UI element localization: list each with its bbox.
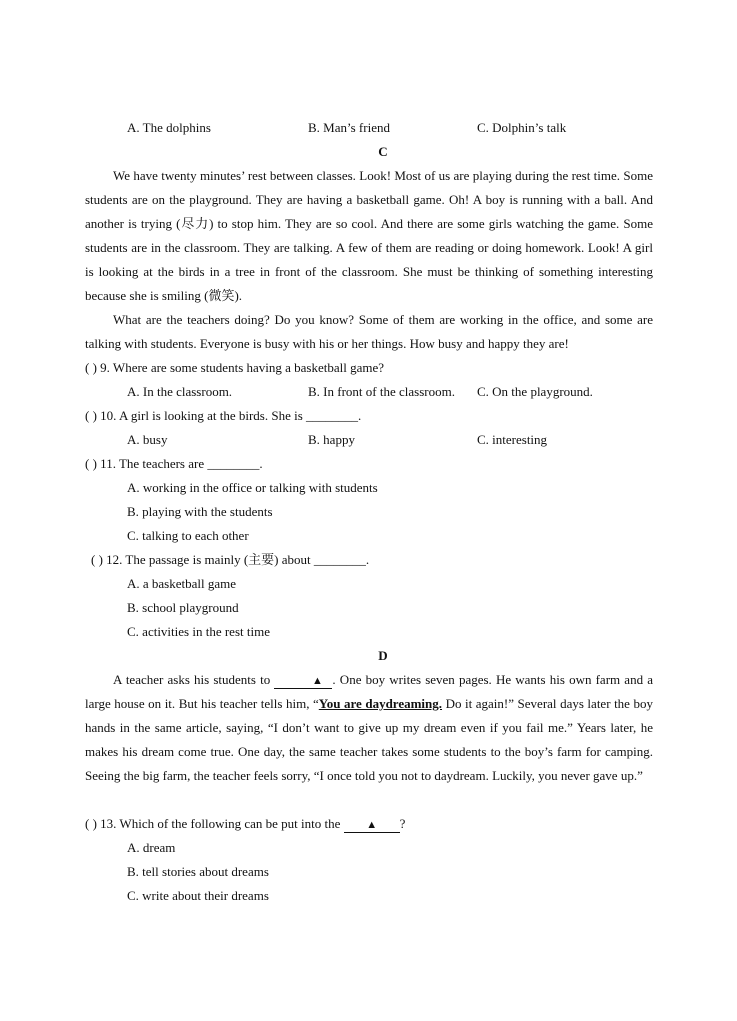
q12-question [91,552,369,568]
q10-option-b: B. happy [308,432,355,447]
triangle-marker: ▲ [311,675,323,687]
question-stem: 12. The passage is mainly (主要) about [106,552,311,567]
answer-paren[interactable]: ( ) [91,552,103,567]
q11-option-a: A. working in the office or talking with students [127,480,378,495]
q8-option-b: B. Man’s friend [308,120,390,135]
question-stem: 13. Which of the following can be put into the [100,816,341,831]
paragraph-start: A teacher asks his students to [113,672,271,687]
question-end: . [365,552,370,567]
paragraph-middle: . One boy writes seven pages. He wants his own farm and a large house on it. But his teacher tells him, “ [85,672,653,711]
q8-option-a: A. The dolphins [127,120,211,135]
q12-option-b: B. school playground [127,600,239,615]
q13-option-a: A. dream [127,840,176,855]
q9-option-a: A. In the classroom. [127,384,233,399]
q13-question [85,816,405,833]
triangle-blank [274,673,332,689]
question-stem: 10. A girl is looking at the birds. She is [100,408,303,423]
section-c-paragraph-1: We have twenty minutes’ rest between classes. Look! Most of us are playing during the rest time. Some students are on the playground. They are having a basketball game. Oh! A boy is running with a ball. And another is trying (尽力) to stop him. They are so cool. And there are some girls watching the game. Some students are in the classroom. They are talking. A few of them are reading or doing homework. Look! A girl is looking at the birds in a tree in front of the classroom. She must be thinking of something interesting because she is smiling (微笑). [85,168,653,303]
q11-question [85,456,263,472]
fill-blank: ________ [207,456,260,471]
section-d-heading: D [378,648,388,663]
question-end: . [259,456,263,471]
fill-blank: ________ [306,408,359,423]
answer-paren[interactable]: ( ) [85,360,97,375]
q12-option-c: C. activities in the rest time [127,624,270,639]
q9-option-b: B. In front of the classroom. [308,384,455,399]
q13-option-b: B. tell stories about dreams [127,864,269,879]
q13-option-c: C. write about their dreams [127,888,269,903]
q12-option-a: A. a basketball game [127,576,237,591]
question-end: . [358,408,362,423]
q10-option-c: C. interesting [477,432,548,447]
q8-option-c: C. Dolphin’s talk [477,120,567,135]
question-stem: 11. The teachers are [100,456,205,471]
section-c-paragraph-2: What are the teachers doing? Do you know? Some of them are working in the office, and some are talking with students. Everyone is busy with his or her things. How busy and happy they are! [85,312,653,351]
answer-paren[interactable]: ( ) [85,456,97,471]
q10-question [85,408,361,424]
q11-option-c: C. talking to each other [127,528,249,543]
q9-option-c: C. On the playground. [477,384,593,399]
section-d-paragraph [85,668,653,788]
answer-paren[interactable]: ( ) [85,408,97,423]
answer-paren[interactable]: ( ) [85,816,97,831]
question-stem: 9. Where are some students having a basketball game? [100,360,385,375]
triangle-blank [344,817,400,833]
q11-option-b: B. playing with the students [127,504,273,519]
fill-blank: ________ [313,552,366,567]
question-end: ? [399,816,406,831]
triangle-marker: ▲ [366,819,378,831]
paragraph-end: Do it again!” Several days later the boy hands in the same article, saying, “I don’t want to give up my dream even if you fail me.” Years later, he makes his dream come true. One day, the same teacher takes some students to the boy’s farm for camping. Seeing the big farm, the teacher feels sorry, “I once told you not to daydream. Luckily, you never gave up.” [85,696,653,783]
q9-question [85,360,384,376]
q10-option-a: A. busy [127,432,168,447]
section-c-heading: C [378,144,388,159]
highlighted-quote: You are daydreaming. [318,696,443,711]
